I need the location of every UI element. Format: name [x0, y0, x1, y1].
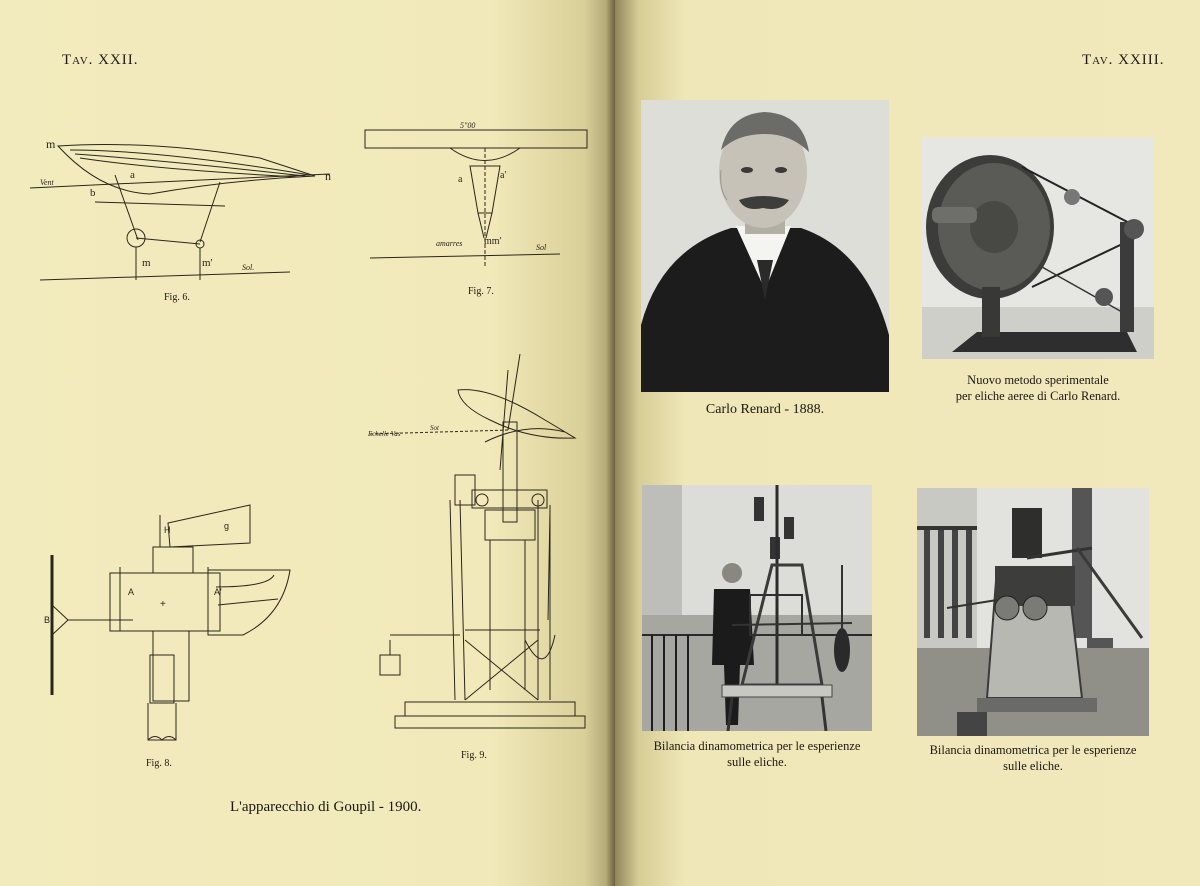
- photo4-caption-line1: Bilancia dinamometrica per le esperienze: [929, 743, 1137, 757]
- fig9-drawing: [360, 350, 595, 740]
- fig7-label-sol: Sol: [536, 243, 547, 252]
- fig7-label-top: 5"00: [460, 121, 476, 130]
- fig6-label-sol: Sol.: [242, 263, 255, 272]
- fig7-caption: Fig. 7.: [468, 286, 494, 297]
- photo2-caption-line1: Nuovo metodo sperimentale: [967, 373, 1109, 387]
- photo3-caption-line2: sulle eliche.: [727, 755, 787, 769]
- fig7-label-avant: amarres: [436, 239, 463, 248]
- photo-propeller-apparatus: [922, 137, 1154, 359]
- fig8-drawing: [38, 495, 308, 750]
- right-page: [615, 0, 1200, 886]
- svg-text:g: g: [224, 521, 230, 531]
- fig9-caption: Fig. 9.: [461, 750, 487, 761]
- plate-number-left: Tav. XXII.: [62, 52, 139, 68]
- fig7-drawing: [360, 118, 595, 278]
- fig7-label-a-prime: a': [500, 170, 507, 181]
- fig6-label-m-bottom: m: [142, 257, 151, 269]
- svg-text:B: B: [44, 615, 51, 625]
- fig6-label-m-prime: m': [202, 257, 213, 269]
- photo-dynamometric-balance-1: [642, 485, 872, 731]
- fig7-label-a: a: [458, 174, 463, 185]
- fig6-label-n: n: [325, 169, 331, 183]
- portrait-photo-carlo-renard: [641, 100, 889, 392]
- fig8-caption: Fig. 8.: [146, 758, 172, 769]
- fig9-label-ko: Sot: [430, 424, 439, 432]
- svg-text:A: A: [128, 587, 135, 597]
- photo1-caption: Carlo Renard - 1888.: [705, 402, 825, 417]
- fig6-drawing: [30, 130, 350, 290]
- svg-text:H: H: [164, 525, 171, 535]
- photo3-caption-line1: Bilancia dinamometrica per le esperienze: [653, 739, 861, 753]
- photo3-caption: [635, 738, 879, 770]
- photo4-caption-line2: sulle eliche.: [1003, 759, 1063, 773]
- fig6-caption: Fig. 6.: [164, 292, 190, 303]
- svg-text:+: +: [160, 599, 166, 610]
- photo-dynamometric-balance-2: [917, 488, 1149, 736]
- photo4-caption: [911, 742, 1155, 774]
- main-caption-goupil: L'apparecchio di Goupil - 1900.: [230, 799, 422, 815]
- photo2-caption: [922, 372, 1154, 404]
- fig6-label-b: b: [90, 187, 96, 199]
- plate-number-right: Tav. XXIII.: [1082, 52, 1165, 68]
- svg-text:A': A': [214, 587, 222, 597]
- fig6-label-vent: Vent: [40, 178, 54, 187]
- fig7-label-mm: mm': [484, 236, 502, 247]
- photo2-caption-line2: per eliche aeree di Carlo Renard.: [955, 389, 1121, 403]
- fig6-label-m: m: [46, 137, 56, 151]
- fig6-label-a: a: [130, 169, 135, 181]
- fig9-label-echelle: Echelle Vas: [368, 430, 401, 438]
